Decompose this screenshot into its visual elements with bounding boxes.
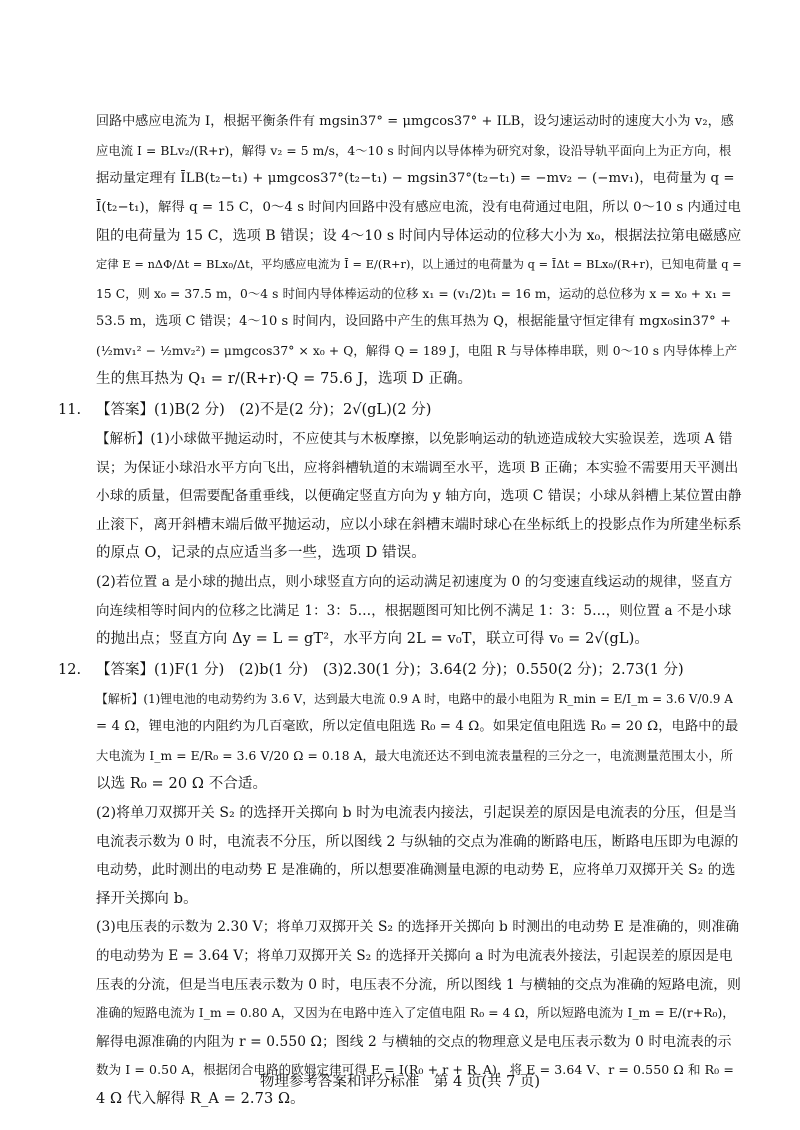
question-11-number: 11. (58, 401, 82, 418)
q10-line-4: Ī(t₂−t₁)，解得 q = 15 C，0～4 s 时间内回路中没有感应电流，没有电荷通过电阻，所以 0～10 s 内通过电 (96, 199, 741, 215)
q11-line-5: 的原点 O，记录的点应适当多一些，选项 D 错误。 (96, 545, 426, 562)
question-11-answer (58, 396, 742, 425)
q10-line-1: 回路中感应电流为 I，根据平衡条件有 mgsin37° = μmgcos37° + ILB，设匀速运动时的速度大小为 v₂，感 (96, 114, 734, 129)
q11-line-6: (2)若位置 a 是小球的抛出点，则小球竖直方向的运动满足初速度为 0 的匀变速直线运动的规律，竖直方 (96, 573, 733, 590)
q10-line-6: 定律 E = nΔΦ/Δt = BLx₀/Δt，平均感应电流为 Ī = E/(R+r)，以上通过的电荷量为 q = ĪΔt = BLx₀/(R+r)，已知电荷量 q = (96, 257, 742, 271)
question-12-analysis (96, 685, 742, 1114)
q12-line-7: 电动势，此时测出的电动势 E 是准确的，所以想要准确测量电源的电动势 E，应将单刀双掷开关 S₂ 的选 (96, 862, 736, 879)
q10-line-8: 53.5 m，选项 C 错误；4～10 s 时间内，设回路中产生的焦耳热为 Q，根据能量守恒定律有 mgx₀sin37° + (96, 314, 731, 330)
q12-line-11: 压表的分流，但是当电压表示数为 0 时，电压表不分流，所以图线 1 与横轴的交点为准确的短路电流，则 (96, 976, 741, 993)
q12-line-9: (3)电压表的示数为 2.30 V；将单刀双掷开关 S₂ 的选择开关掷向 b 时测出的电动势 E 是准确的，则准确 (96, 919, 740, 936)
q12-line-1: 【解析】(1)锂电池的电动势约为 3.6 V，达到最大电流 0.9 A 时，电路中的最小电阻为 R_min = E/I_m = 3.6 V/0.9 A (96, 691, 733, 706)
q10-line-9: (½mv₁² − ½mv₂²) = μmgcos37° × x₀ + Q，解得 Q = 189 J，电阻 R 与导体棒串联，则 0～10 s 内导体棒上产 (96, 343, 738, 358)
question-11-answer-text: 【答案】(1)B(2 分) (2)不是(2 分)；2√(gL)(2 分) (96, 401, 432, 418)
q11-line-3: 小球的质量，但需要配备重垂线，以便确定竖直方向为 y 轴方向，选项 C 错误；小球从斜槽上某位置由静 (96, 488, 742, 505)
q12-line-15: 4 Ω 代入解得 R_A = 2.73 Ω。 (96, 1091, 305, 1107)
q10-line-5: 阻的电荷量为 15 C，选项 B 错误；设 4～10 s 时间内导体运动的位移大小为 x₀，根据法拉第电磁感应 (96, 228, 742, 245)
question-12-answer-text: 【答案】(1)F(1 分) (2)b(1 分) (3)2.30(1 分)；3.64(2 分)；0.550(2 分)；2.73(1 分) (96, 661, 684, 678)
q11-line-2: 误；为保证小球沿水平方向飞出，应将斜槽轨道的末端调至水平，选项 B 正确；本实验不需要用天平测出 (96, 459, 739, 476)
question-11-analysis (96, 425, 742, 654)
q10-line-10: 生的焦耳热为 Q₁ = r/(R+r)·Q = 75.6 J，选项 D 正确。 (96, 371, 473, 388)
q11-line-8: 的抛出点；竖直方向 Δy = L = gT²，水平方向 2L = v₀T，联立可得 v₀ = 2√(gL)。 (96, 631, 649, 648)
q12-line-14: 数为 I = 0.50 A，根据闭合电路的欧姆定律可得 E = I(R₀ + r + R_A)，将 E = 3.64 V、r = 0.550 Ω 和 R₀ = (96, 1062, 734, 1078)
page-footer: 物理参考答案和评分标准 第 4 页(共 7 页) (259, 1074, 541, 1090)
q10-line-7: 15 C，则 x₀ = 37.5 m，0～4 s 时间内导体棒运动的位移 x₁ = (v₁/2)t₁ = 16 m，运动的总位移为 x = x₀ + x₁ = (96, 286, 732, 301)
q12-line-5: (2)将单刀双掷开关 S₂ 的选择开关掷向 b 时为电流表内接法，引起误差的原因是电流表的分压，但是当 (96, 805, 737, 822)
q12-line-8: 择开关掷向 b。 (96, 890, 198, 907)
q10-line-3: 据动量定理有 ĪLB(t₂−t₁) + μmgcos37°(t₂−t₁) − mgsin37°(t₂−t₁) = −mv₂ − (−mv₁)，电荷量为 q = (96, 171, 735, 187)
q12-line-2: = 4 Ω，锂电池的内阻约为几百毫欧，所以定值电阻选 R₀ = 4 Ω。如果定值电阻选 R₀ = 20 Ω，电路中的最 (96, 719, 739, 735)
q11-line-1: 【解析】(1)小球做平抛运动时，不应使其与木板摩擦，以免影响运动的轨迹造成较大实验误差，选项 A 错 (96, 430, 733, 447)
q12-line-4: 以选 R₀ = 20 Ω 不合适。 (96, 776, 268, 793)
q10-line-2: 应电流 I = BLv₂/(R+r)，解得 v₂ = 5 m/s，4～10 s 时间内以导体棒为研究对象，设沿导轨平面向上为正方向，根 (96, 143, 732, 158)
q12-line-12: 准确的短路电流为 I_m = 0.80 A，又因为在电路中连入了定值电阻 R₀ = 4 Ω，所以短路电流为 I_m = E/(r+R₀)， (96, 1006, 735, 1021)
q12-line-10: 的电动势为 E = 3.64 V；将单刀双掷开关 S₂ 的选择开关掷向 a 时为电流表外接法，引起误差的原因是电 (96, 948, 733, 965)
question-12-number: 12. (58, 661, 82, 678)
q11-line-7: 向连续相等时间内的位移之比满足 1：3：5…，根据题图可知比例不满足 1：3：5…，则位置 a 不是小球 (96, 602, 732, 619)
q11-line-4: 止滚下，离开斜槽末端后做平抛运动，应以小球在斜槽末端时球心在坐标纸上的投影点作为所建坐标系 (96, 516, 742, 533)
q12-line-13: 解得电源准确的内阻为 r = 0.550 Ω；图线 2 与横轴的交点的物理意义是电压表示数为 0 时电流表的示 (96, 1033, 732, 1050)
question-10-continuation (96, 108, 742, 394)
q12-line-3: 大电流为 I_m = E/R₀ = 3.6 V/20 Ω = 0.18 A，最大电流还达不到电流表量程的三分之一，电流测量范围太小，所 (96, 748, 734, 763)
question-12-answer (58, 656, 742, 685)
q12-line-6: 电流表示数为 0 时，电流表不分压，所以图线 2 与纵轴的交点为准确的断路电压，断路电压即为电源的 (96, 833, 739, 850)
